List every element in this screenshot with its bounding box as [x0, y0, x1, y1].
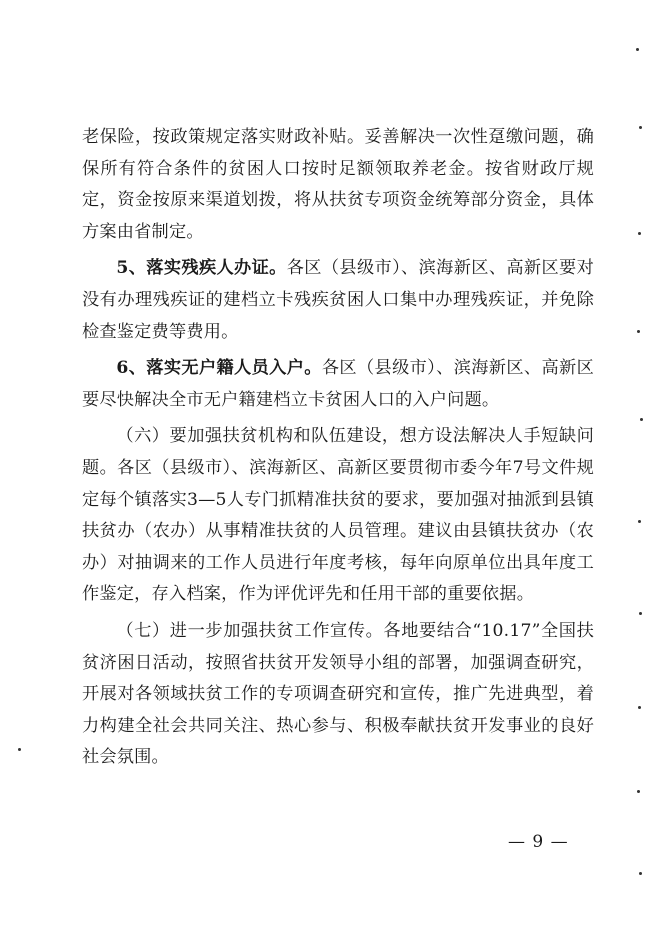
- scan-speck: [640, 418, 643, 421]
- scan-speck: [639, 126, 642, 129]
- scan-speck: [18, 748, 21, 751]
- body-text: [82, 122, 594, 779]
- page-number: — 9 —: [508, 832, 569, 852]
- paragraph-disability-cert: 5、落实残疾人办证。各区（县级市）、滨海新区、高新区要对没有办理残疾证的建档立卡残疾贫困人口集中办理残疾证，并免除检查鉴定费等费用。: [82, 258, 594, 342]
- paragraph-household-registration: 6、落实无户籍人员入户。各区（县级市）、滨海新区、高新区要尽快解决全市无户籍建档立卡贫困人口的入户问题。: [82, 358, 594, 410]
- paragraph-lead: 6、落实无户籍人员入户。: [116, 358, 322, 379]
- scan-speck: [639, 612, 642, 615]
- scan-speck: [638, 706, 641, 709]
- paragraph-pension: 老保险，按政策规定落实财政补贴。妥善解决一次性趸缴问题，确保所有符合条件的贫困人口按时足额领取养老金。按省财政厅规定，资金按原来渠道划拨，将从扶贫专项资金统筹部分资金，具体方案由省制定。: [82, 127, 594, 242]
- paragraph-lead: 5、落实残疾人办证。: [116, 258, 287, 279]
- scan-speck: [639, 872, 642, 875]
- scan-speck: [636, 48, 639, 51]
- paragraph-publicity: （七）进一步加强扶贫工作宣传。各地要结合“10.17”全国扶贫济困日活动，按照省扶贫开发领导小组的部署，加强调查研究，开展对各领域扶贫工作的专项调查研究和宣传，推广先进典型，着力构建全社会共同关注、热心参与、积极奉献扶贫开发事业的良好社会氛围。: [82, 620, 594, 768]
- scan-speck: [637, 330, 640, 333]
- scan-speck: [638, 520, 641, 523]
- scan-speck: [638, 232, 641, 235]
- scan-speck: [637, 790, 640, 793]
- paragraph-staffing: （六）要加强扶贫机构和队伍建设，想方设法解决人手短缺问题。各区（县级市）、滨海新区、高新区要贯彻市委今年7号文件规定每个镇落实3—5人专门抓精准扶贫的要求，要加强对抽派到县镇扶贫办（农办）从事精准扶贫的人员管理。建议由县镇扶贫办（农办）对抽调来的工作人员进行年度考核，每年向原单位出具年度工作鉴定，存入档案，作为评优评先和任用干部的重要依据。: [82, 426, 594, 605]
